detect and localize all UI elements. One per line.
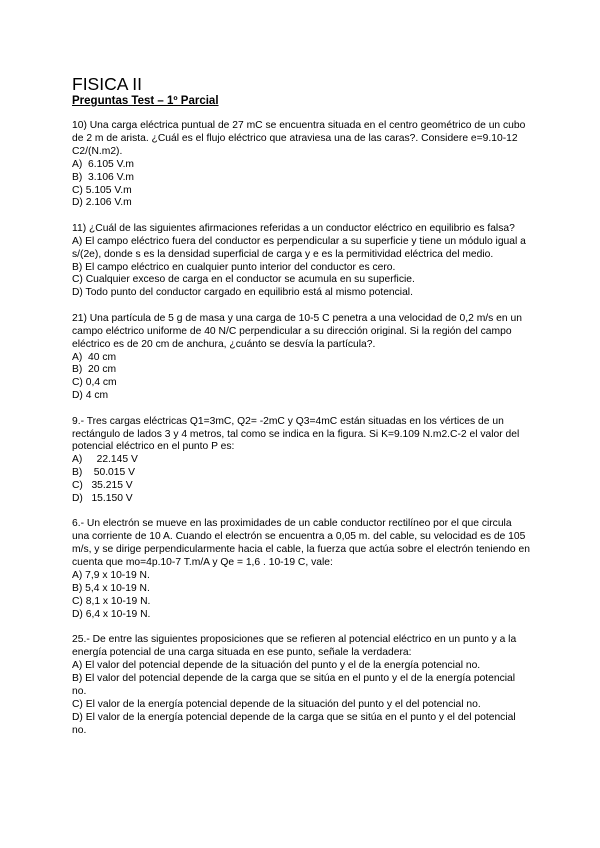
option-c: C) 8,1 x 10-19 N. xyxy=(72,595,151,607)
question-text: 11) ¿Cuál de las siguientes afirmaciones referidas a un conductor eléctrico en equilibrio es falsa? xyxy=(72,222,515,234)
option-d: D) El valor de la energía potencial depende de la carga que se sitúa en el punto y el del potencial no. xyxy=(72,711,516,736)
question-text: 10) Una carga eléctrica puntual de 27 mC se encuentra situada en el centro geométrico de un cubo de 2 m de arista. ¿Cuál es el flujo eléctrico que atraviesa una de las caras?. Considere e=9.10-12 C2/(N.m2). xyxy=(72,120,526,157)
question-text: 6.- Un electrón se mueve en las proximidades de un cable conductor rectilíneo por el que circula una corriente de 10 A. Cuando el electrón se encuentra a 0,05 m. del cable, su velocidad es de 105 m/s, y se dirige perpendicularmente hacia el cable, la fuerza que actúa sobre el electrón teniendo en cuenta que mo=4p.10-7 T.m/A y Qe = 1,6 . 10-19 C, vale: xyxy=(72,518,530,569)
question-25 xyxy=(72,634,530,737)
question-text: 21) Una partícula de 5 g de masa y una carga de 10-5 C penetra a una velocidad de 0,2 m/s en un campo eléctrico uniforme de 40 N/C perpendicular a su dirección original. Si la región del campo eléctrico es de 20 cm de anchura, ¿cuánto se desvía la partícula?. xyxy=(72,312,522,350)
option-d: D) 4 cm xyxy=(72,390,109,402)
question-text: 25.- De entre las siguientes proposiciones que se refieren al potencial eléctrico en un punto y a la energía potencial de una carga situada en ese punto, señale la verdadera: xyxy=(72,634,517,659)
option-c: C) Cualquier exceso de carga en el conductor se acumula en su superficie. xyxy=(72,274,415,286)
option-a: A) El campo eléctrico fuera del conductor es perpendicular a su superficie y tiene un módulo igual a s/(2e), donde s es la densidad superficial de carga y e es la permitividad eléctrica del medio. xyxy=(72,235,526,260)
option-b: B) 50.015 V xyxy=(72,467,135,479)
option-b: B) 20 cm xyxy=(72,364,117,376)
page-subtitle: Preguntas Test – 1º Parcial xyxy=(72,95,219,107)
option-d: D) 15.150 V xyxy=(72,493,133,505)
page-title: FISICA II xyxy=(72,74,143,94)
option-a: A) 6.105 V.m xyxy=(72,158,135,170)
option-a: A) 40 cm xyxy=(72,351,117,363)
option-a: A) El valor del potencial depende de la situación del punto y el de la energía potencial no. xyxy=(72,660,481,672)
question-21 xyxy=(72,313,530,403)
question-text: 9.- Tres cargas eléctricas Q1=3mC, Q2= -2mC y Q3=4mC están situadas en los vértices de un rectángulo de lados 3 y 4 metros, tal como se indica en la figura. Si K=9.109 N.m2.C-2 el valor del potencial eléctrico en el punto P es: xyxy=(72,415,520,453)
question-6 xyxy=(72,518,530,621)
option-c: C) 5.105 V.m xyxy=(72,184,132,196)
option-a: A) 22.145 V xyxy=(72,454,138,466)
option-b: B) 5,4 x 10-19 N. xyxy=(72,583,150,594)
option-a: A) 7,9 x 10-19 N. xyxy=(72,570,150,582)
option-d: D) Todo punto del conductor cargado en equilibrio está al mismo potencial. xyxy=(72,287,413,299)
option-d: D) 6,4 x 10-19 N. xyxy=(72,608,151,620)
question-10 xyxy=(72,120,530,210)
document-page xyxy=(72,74,530,750)
option-c: C) El valor de la energía potencial depende de la situación del punto y el del potencial no. xyxy=(72,698,481,710)
question-9 xyxy=(72,416,530,506)
question-11 xyxy=(72,223,530,300)
option-d: D) 2.106 V.m xyxy=(72,197,132,209)
option-b: B) El valor del potencial depende de la carga que se sitúa en el punto y el de la energía potencial no. xyxy=(72,672,516,697)
option-b: B) 3.106 V.m xyxy=(72,171,135,183)
option-c: C) 0,4 cm xyxy=(72,377,117,389)
option-b: B) El campo eléctrico en cualquier punto interior del conductor es cero. xyxy=(72,261,396,273)
option-c: C) 35.215 V xyxy=(72,480,133,492)
